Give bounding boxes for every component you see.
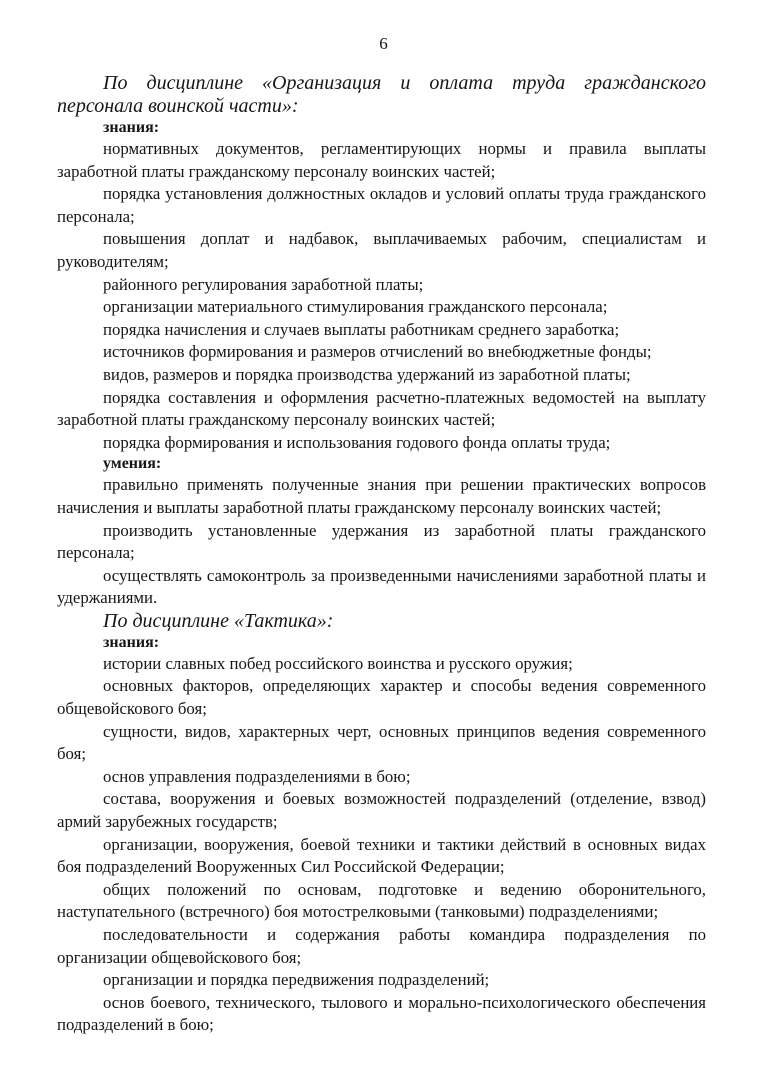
list-item: основ управления подразделениями в бою; (103, 766, 411, 786)
list-item: правильно применять полученные знания при решении практических вопросов начисления и выплаты заработной платы гражданскому персоналу воинских частей; (57, 475, 706, 517)
page-number: 6 (379, 34, 388, 53)
list-item: сущности, видов, характерных черт, основных принципов ведения современного боя; (57, 721, 706, 764)
list-item: последовательности и содержания работы командира подразделения по организации общевойскового боя; (57, 925, 706, 967)
discipline-title: По дисциплине «Тактика»: (103, 609, 334, 632)
list-item: источников формирования и размеров отчислений во внебюджетные фонды; (103, 342, 652, 362)
discipline-title: По дисциплине «Организация и оплата труда гражданского персонала воинской части»: (57, 72, 706, 117)
list-item: порядка составления и оформления расчетно-платежных ведомостей на выплату заработной платы гражданскому персоналу воинских частей; (57, 387, 706, 430)
section-label-knowledge: знания: (103, 119, 160, 136)
list-item: основных факторов, определяющих характер и способы ведения современного общевойскового боя; (57, 676, 706, 719)
list-item: истории славных побед российского воинства и русского оружия; (103, 653, 573, 673)
list-item: основ боевого, технического, тылового и морально-психологического обеспечения подразделений в бою; (57, 992, 706, 1035)
section-label-knowledge: знания: (103, 633, 160, 651)
list-item: производить установленные удержания из заработной платы гражданского персонала; (57, 520, 706, 563)
list-item: организации материального стимулирования гражданского персонала; (103, 297, 608, 317)
list-item: порядка начисления и случаев выплаты работникам среднего заработка; (103, 319, 620, 339)
list-item: районного регулирования заработной платы; (103, 274, 424, 294)
section-label-skills: умения: (103, 455, 162, 473)
list-item: организации и порядка передвижения подразделений; (103, 970, 490, 990)
list-item: нормативных документов, регламентирующих нормы и правила выплаты заработной платы гражданскому персоналу воинских частей; (57, 139, 706, 181)
list-item: организации, вооружения, боевой техники и тактики действий в основных видах боя подразделений Вооруженных Сил Российской Федерации; (57, 834, 706, 877)
list-item: осуществлять самоконтроль за произведенными начислениями заработной платы и удержаниями. (57, 565, 706, 608)
list-item: общих положений по основам, подготовке и ведению оборонительного, наступательного (встречного) боя мотострелковыми (танковыми) подразделениями; (57, 879, 706, 922)
list-item: видов, размеров и порядка производства удержаний из заработной платы; (103, 364, 631, 384)
list-item: состава, вооружения и боевых возможностей подразделений (отделение, взвод) армий зарубежных государств; (57, 789, 706, 832)
list-item: порядка формирования и использования годового фонда оплаты труда; (103, 432, 611, 452)
list-item: повышения доплат и надбавок, выплачиваемых рабочим, специалистам и руководителям; (57, 229, 706, 271)
list-item: порядка установления должностных окладов и условий оплаты труда гражданского персонала; (57, 184, 706, 226)
